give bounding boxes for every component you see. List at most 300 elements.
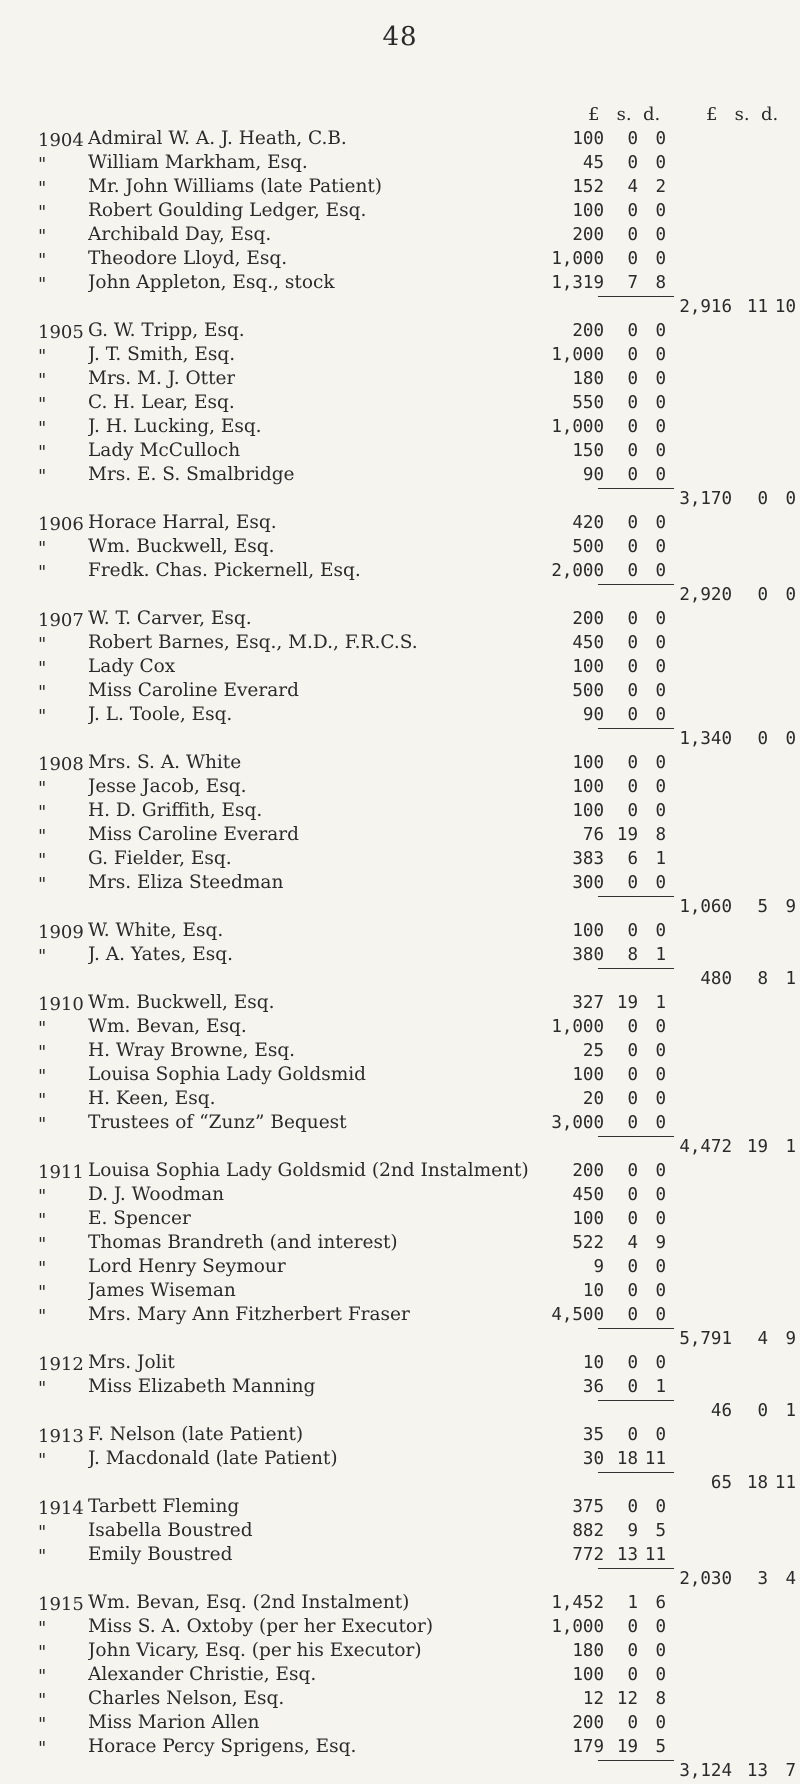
amount-shillings: 0 xyxy=(627,777,638,797)
year-label: " xyxy=(38,850,47,871)
amount-shillings: 0 xyxy=(627,705,638,725)
amount-pence: 6 xyxy=(655,1593,666,1613)
amount-shillings: 8 xyxy=(627,945,638,965)
ledger-row xyxy=(0,1064,800,1088)
year-group-1907 xyxy=(0,608,800,752)
year-total-row xyxy=(0,1136,800,1160)
total-pounds: 2,030 xyxy=(679,1569,732,1589)
year-label: " xyxy=(38,1066,47,1087)
amount-pence: 8 xyxy=(655,273,666,293)
year-label: " xyxy=(38,1234,47,1255)
ledger-row xyxy=(0,1544,800,1568)
amount-pence: 0 xyxy=(655,321,666,341)
amount-shillings: 0 xyxy=(627,225,638,245)
amount-shillings: 7 xyxy=(627,273,638,293)
total-rule xyxy=(598,1400,674,1401)
year-label: " xyxy=(38,442,47,463)
amount-shillings: 13 xyxy=(616,1545,638,1565)
year-label: " xyxy=(38,154,47,175)
year-label: " xyxy=(38,1450,47,1471)
amount-pounds: 383 xyxy=(572,849,604,869)
year-label: " xyxy=(38,1666,47,1687)
year-label: " xyxy=(38,1210,47,1231)
ledger-row xyxy=(0,1376,800,1400)
amount-pence: 0 xyxy=(655,537,666,557)
amount-pence: 0 xyxy=(655,1089,666,1109)
amount-pence: 0 xyxy=(655,633,666,653)
amount-pounds: 200 xyxy=(572,1161,604,1181)
donor-name: J. T. Smith, Esq. xyxy=(88,344,236,365)
amount-shillings: 0 xyxy=(627,1497,638,1517)
year-total-row xyxy=(0,488,800,512)
amount-pence: 9 xyxy=(655,1233,666,1253)
amount-pounds: 3,000 xyxy=(551,1113,604,1133)
amount-pence: 8 xyxy=(655,1689,666,1709)
ledger-row xyxy=(0,872,800,896)
amount-pounds: 25 xyxy=(582,1041,604,1061)
total-rule xyxy=(598,1328,674,1329)
ledger-row xyxy=(0,248,800,272)
amount-pence: 0 xyxy=(655,225,666,245)
amount-pence: 0 xyxy=(655,1497,666,1517)
amount-shillings: 12 xyxy=(616,1689,638,1709)
total-pence: 0 xyxy=(785,585,796,605)
amount-pence: 0 xyxy=(655,345,666,365)
amount-pounds: 327 xyxy=(572,993,604,1013)
donor-name: Mrs. Jolit xyxy=(88,1352,175,1373)
donor-name: Trustees of “Zunz” Bequest xyxy=(88,1112,347,1133)
amount-shillings: 0 xyxy=(627,1617,638,1637)
amount-pence: 0 xyxy=(655,873,666,893)
ledger-row xyxy=(0,1520,800,1544)
ledger-row xyxy=(0,608,800,632)
amount-pence: 0 xyxy=(655,393,666,413)
donor-name: Mrs. Eliza Steedman xyxy=(88,872,284,893)
donor-name: Robert Barnes, Esq., M.D., F.R.C.S. xyxy=(88,632,418,653)
amount-pence: 11 xyxy=(644,1449,666,1469)
donor-name: Miss Marion Allen xyxy=(88,1712,260,1733)
year-group-1913 xyxy=(0,1424,800,1496)
amount-shillings: 0 xyxy=(627,129,638,149)
ledger-row xyxy=(0,440,800,464)
amount-shillings: 0 xyxy=(627,153,638,173)
donor-name: Archibald Day, Esq. xyxy=(88,224,272,245)
ledger-row xyxy=(0,824,800,848)
amount-pence: 8 xyxy=(655,825,666,845)
amount-pounds: 35 xyxy=(582,1425,604,1445)
donor-name: J. H. Lucking, Esq. xyxy=(88,416,262,437)
ledger-row xyxy=(0,992,800,1016)
amount-shillings: 0 xyxy=(627,1305,638,1325)
total-shillings: 0 xyxy=(757,489,768,509)
amount-shillings: 0 xyxy=(627,1641,638,1661)
total-pence: 7 xyxy=(785,1761,796,1781)
amount-pounds: 36 xyxy=(582,1377,604,1397)
ledger-row xyxy=(0,1160,800,1184)
donor-name: Miss Caroline Everard xyxy=(88,680,299,701)
amount-shillings: 4 xyxy=(627,177,638,197)
amount-pounds: 150 xyxy=(572,441,604,461)
amount-pence: 1 xyxy=(655,945,666,965)
donor-name: H. D. Griffith, Esq. xyxy=(88,800,263,821)
page-number: 48 xyxy=(382,22,418,52)
donor-name: Tarbett Fleming xyxy=(88,1496,240,1517)
amount-pounds: 420 xyxy=(572,513,604,533)
donor-name: G. W. Tripp, Esq. xyxy=(88,320,245,341)
year-label: " xyxy=(38,538,47,559)
year-label: " xyxy=(38,682,47,703)
year-total-row xyxy=(0,1400,800,1424)
year-label: " xyxy=(38,1738,47,1759)
donor-name: William Markham, Esq. xyxy=(88,152,308,173)
amount-pounds: 450 xyxy=(572,633,604,653)
amount-shillings: 18 xyxy=(616,1449,638,1469)
year-label: " xyxy=(38,370,47,391)
amount-pence: 0 xyxy=(655,201,666,221)
amount-pounds: 100 xyxy=(572,1209,604,1229)
donor-name: James Wiseman xyxy=(88,1280,236,1301)
total-pounds: 3,124 xyxy=(679,1761,732,1781)
amount-pence: 5 xyxy=(655,1737,666,1757)
year-label: 1909 xyxy=(38,922,84,943)
total-rule xyxy=(598,968,674,969)
ledger-row xyxy=(0,200,800,224)
donor-name: Horace Harral, Esq. xyxy=(88,512,277,533)
year-label: " xyxy=(38,1306,47,1327)
amount-pounds: 1,000 xyxy=(551,1617,604,1637)
amount-pounds: 1,000 xyxy=(551,1017,604,1037)
ledger-row xyxy=(0,1592,800,1616)
total-shillings: 8 xyxy=(757,969,768,989)
year-total-row xyxy=(0,1760,800,1784)
amount-pounds: 200 xyxy=(572,609,604,629)
total-pounds: 1,340 xyxy=(679,729,732,749)
year-label: " xyxy=(38,1378,47,1399)
amount-pence: 0 xyxy=(655,561,666,581)
year-label: 1912 xyxy=(38,1354,84,1375)
amount-shillings: 0 xyxy=(627,1089,638,1109)
amount-pence: 0 xyxy=(655,465,666,485)
donations-ledger xyxy=(0,104,800,1784)
year-label: " xyxy=(38,826,47,847)
donor-name: J. A. Yates, Esq. xyxy=(88,944,234,965)
amount-pounds: 9 xyxy=(593,1257,604,1277)
year-group-1914 xyxy=(0,1496,800,1592)
amount-pounds: 10 xyxy=(582,1353,604,1373)
donor-name: Mrs. Mary Ann Fitzherbert Fraser xyxy=(88,1304,410,1325)
amount-pounds: 522 xyxy=(572,1233,604,1253)
ledger-row xyxy=(0,464,800,488)
year-label: " xyxy=(38,226,47,247)
ledger-row xyxy=(0,344,800,368)
amount-pounds: 100 xyxy=(572,801,604,821)
total-rule xyxy=(598,1472,674,1473)
ledger-row xyxy=(0,368,800,392)
amount-pounds: 882 xyxy=(572,1521,604,1541)
year-label: " xyxy=(38,1258,47,1279)
ledger-row xyxy=(0,1688,800,1712)
amount-shillings: 0 xyxy=(627,393,638,413)
year-label: " xyxy=(38,394,47,415)
amount-shillings: 0 xyxy=(627,1017,638,1037)
amount-shillings: 19 xyxy=(616,825,638,845)
amount-pence: 0 xyxy=(655,249,666,269)
amount-pounds: 200 xyxy=(572,321,604,341)
amount-shillings: 0 xyxy=(627,801,638,821)
total-shillings: 11 xyxy=(746,297,768,317)
total-pence: 1 xyxy=(785,1401,796,1421)
amount-pence: 1 xyxy=(655,1377,666,1397)
amount-shillings: 1 xyxy=(627,1593,638,1613)
year-group-1908 xyxy=(0,752,800,920)
amount-shillings: 9 xyxy=(627,1521,638,1541)
amount-pounds: 100 xyxy=(572,753,604,773)
donor-name: Emily Boustred xyxy=(88,1544,233,1565)
ledger-row xyxy=(0,560,800,584)
amount-pence: 0 xyxy=(655,417,666,437)
amount-pounds: 45 xyxy=(582,153,604,173)
donor-name: Admiral W. A. J. Heath, C.B. xyxy=(88,128,347,149)
donor-name: Jesse Jacob, Esq. xyxy=(88,776,247,797)
amount-pence: 0 xyxy=(655,369,666,389)
amount-pounds: 20 xyxy=(582,1089,604,1109)
year-label: " xyxy=(38,1114,47,1135)
currency-header-row xyxy=(0,104,800,128)
year-group-1915 xyxy=(0,1592,800,1784)
amount-pounds: 450 xyxy=(572,1185,604,1205)
ledger-row xyxy=(0,1448,800,1472)
total-shillings: 5 xyxy=(757,897,768,917)
total-rule xyxy=(598,1760,674,1761)
year-label: " xyxy=(38,466,47,487)
year-label: " xyxy=(38,1618,47,1639)
total-pence: 0 xyxy=(785,729,796,749)
donor-name: H. Wray Browne, Esq. xyxy=(88,1040,296,1061)
donor-name: Isabella Boustred xyxy=(88,1520,253,1541)
amount-shillings: 0 xyxy=(627,873,638,893)
amount-pounds: 12 xyxy=(582,1689,604,1709)
amount-shillings: 0 xyxy=(627,657,638,677)
ledger-row xyxy=(0,1040,800,1064)
year-label: " xyxy=(38,1714,47,1735)
year-label: " xyxy=(38,1522,47,1543)
year-groups xyxy=(0,128,800,1784)
year-total-row xyxy=(0,1568,800,1592)
amount-pounds: 100 xyxy=(572,1665,604,1685)
year-label: " xyxy=(38,1186,47,1207)
year-label: " xyxy=(38,778,47,799)
amount-shillings: 0 xyxy=(627,417,638,437)
amount-pence: 0 xyxy=(655,1353,666,1373)
total-pence: 9 xyxy=(785,897,796,917)
amount-pounds: 300 xyxy=(572,873,604,893)
amount-pounds: 10 xyxy=(582,1281,604,1301)
total-shillings: 4 xyxy=(757,1329,768,1349)
donor-name: C. H. Lear, Esq. xyxy=(88,392,235,413)
total-pounds: 4,472 xyxy=(679,1137,732,1157)
year-label: 1905 xyxy=(38,322,84,343)
total-shillings: 0 xyxy=(757,729,768,749)
amount-pence: 0 xyxy=(655,681,666,701)
amount-shillings: 4 xyxy=(627,1233,638,1253)
total-pounds: 480 xyxy=(700,969,732,989)
total-rule xyxy=(598,1568,674,1569)
donor-name: Robert Goulding Ledger, Esq. xyxy=(88,200,367,221)
amount-pounds: 1,000 xyxy=(551,249,604,269)
amount-shillings: 0 xyxy=(627,369,638,389)
donor-name: Theodore Lloyd, Esq. xyxy=(88,248,288,269)
amount-shillings: 0 xyxy=(627,441,638,461)
amount-shillings: 0 xyxy=(627,633,638,653)
year-label: " xyxy=(38,706,47,727)
donor-name: W. T. Carver, Esq. xyxy=(88,608,252,629)
donor-name: Miss S. A. Oxtoby (per her Executor) xyxy=(88,1616,434,1637)
amount-pence: 1 xyxy=(655,993,666,1013)
donor-name: Wm. Buckwell, Esq. xyxy=(88,992,275,1013)
year-label: 1915 xyxy=(38,1594,84,1615)
year-label: " xyxy=(38,250,47,271)
year-label: 1907 xyxy=(38,610,84,631)
amount-shillings: 0 xyxy=(627,1281,638,1301)
donor-name: Lady McCulloch xyxy=(88,440,241,461)
amount-shillings: 0 xyxy=(627,1209,638,1229)
amount-shillings: 0 xyxy=(627,513,638,533)
year-label: " xyxy=(38,418,47,439)
amount-pounds: 500 xyxy=(572,681,604,701)
amount-pence: 11 xyxy=(644,1545,666,1565)
ledger-row xyxy=(0,152,800,176)
amount-pence: 0 xyxy=(655,1617,666,1637)
total-currency-header: £ s. d. xyxy=(706,104,779,125)
ledger-row xyxy=(0,704,800,728)
ledger-row xyxy=(0,1424,800,1448)
year-total-row xyxy=(0,1328,800,1352)
ledger-row xyxy=(0,800,800,824)
donor-name: Louisa Sophia Lady Goldsmid xyxy=(88,1064,367,1085)
donor-name: Miss Caroline Everard xyxy=(88,824,299,845)
year-label: 1913 xyxy=(38,1426,84,1447)
amount-shillings: 0 xyxy=(627,561,638,581)
year-label: " xyxy=(38,1642,47,1663)
amount-pence: 1 xyxy=(655,849,666,869)
donor-name: Lord Henry Seymour xyxy=(88,1256,286,1277)
amount-pounds: 90 xyxy=(582,705,604,725)
total-pounds: 1,060 xyxy=(679,897,732,917)
ledger-row xyxy=(0,128,800,152)
donor-name: John Vicary, Esq. (per his Executor) xyxy=(88,1640,422,1661)
ledger-row xyxy=(0,512,800,536)
ledger-row xyxy=(0,656,800,680)
donor-name: Thomas Brandreth (and interest) xyxy=(88,1232,398,1253)
year-label: 1911 xyxy=(38,1162,84,1183)
amount-pounds: 4,500 xyxy=(551,1305,604,1325)
donor-name: Mrs. S. A. White xyxy=(88,752,242,773)
ledger-row xyxy=(0,1232,800,1256)
ledger-row xyxy=(0,224,800,248)
donor-name: John Appleton, Esq., stock xyxy=(88,272,335,293)
amount-pence: 0 xyxy=(655,1713,666,1733)
year-group-1910 xyxy=(0,992,800,1160)
year-group-1909 xyxy=(0,920,800,992)
ledger-row xyxy=(0,1352,800,1376)
ledger-row xyxy=(0,272,800,296)
amount-shillings: 0 xyxy=(627,201,638,221)
year-label: " xyxy=(38,1690,47,1711)
amount-pence: 2 xyxy=(655,177,666,197)
amount-pence: 0 xyxy=(655,1641,666,1661)
amount-shillings: 0 xyxy=(627,537,638,557)
amount-pounds: 180 xyxy=(572,369,604,389)
year-total-row xyxy=(0,584,800,608)
ledger-row xyxy=(0,1256,800,1280)
amount-pence: 0 xyxy=(655,513,666,533)
amount-shillings: 0 xyxy=(627,609,638,629)
donor-name: Alexander Christie, Esq. xyxy=(88,1664,317,1685)
year-total-row xyxy=(0,728,800,752)
amount-pence: 0 xyxy=(655,1257,666,1277)
total-rule xyxy=(598,296,674,297)
donor-name: Lady Cox xyxy=(88,656,176,677)
amount-pounds: 380 xyxy=(572,945,604,965)
donor-name: Wm. Bevan, Esq. xyxy=(88,1016,247,1037)
amount-pence: 0 xyxy=(655,1281,666,1301)
amount-shillings: 0 xyxy=(627,1665,638,1685)
amount-pounds: 179 xyxy=(572,1737,604,1757)
amount-pence: 0 xyxy=(655,1017,666,1037)
total-rule xyxy=(598,584,674,585)
year-label: " xyxy=(38,274,47,295)
amount-shillings: 0 xyxy=(627,921,638,941)
amount-pence: 0 xyxy=(655,153,666,173)
donor-name: Louisa Sophia Lady Goldsmid (2nd Instalment) xyxy=(88,1160,529,1181)
ledger-row xyxy=(0,1712,800,1736)
amount-shillings: 0 xyxy=(627,249,638,269)
ledger-row xyxy=(0,416,800,440)
amount-pence: 0 xyxy=(655,1041,666,1061)
amount-pence: 0 xyxy=(655,129,666,149)
year-label: " xyxy=(38,946,47,967)
amount-shillings: 0 xyxy=(627,1713,638,1733)
total-pounds: 5,791 xyxy=(679,1329,732,1349)
amount-pounds: 200 xyxy=(572,1713,604,1733)
year-label: " xyxy=(38,202,47,223)
donor-name: J. L. Toole, Esq. xyxy=(88,704,233,725)
ledger-row xyxy=(0,632,800,656)
amount-shillings: 0 xyxy=(627,321,638,341)
total-rule xyxy=(598,488,674,489)
year-label: 1904 xyxy=(38,130,84,151)
amount-pence: 0 xyxy=(655,753,666,773)
year-label: " xyxy=(38,634,47,655)
ledger-row xyxy=(0,1664,800,1688)
total-shillings: 3 xyxy=(757,1569,768,1589)
ledger-row xyxy=(0,536,800,560)
ledger-row xyxy=(0,1496,800,1520)
ledger-row xyxy=(0,1208,800,1232)
donor-name: F. Nelson (late Patient) xyxy=(88,1424,304,1445)
amount-shillings: 19 xyxy=(616,1737,638,1757)
total-rule xyxy=(598,728,674,729)
donor-name: G. Fielder, Esq. xyxy=(88,848,232,869)
year-label: " xyxy=(38,658,47,679)
ledger-row xyxy=(0,1088,800,1112)
amount-pence: 0 xyxy=(655,657,666,677)
year-label: " xyxy=(38,802,47,823)
year-label: 1908 xyxy=(38,754,84,775)
donor-name: Mr. John Williams (late Patient) xyxy=(88,176,383,197)
donor-name: H. Keen, Esq. xyxy=(88,1088,216,1109)
total-shillings: 13 xyxy=(746,1761,768,1781)
